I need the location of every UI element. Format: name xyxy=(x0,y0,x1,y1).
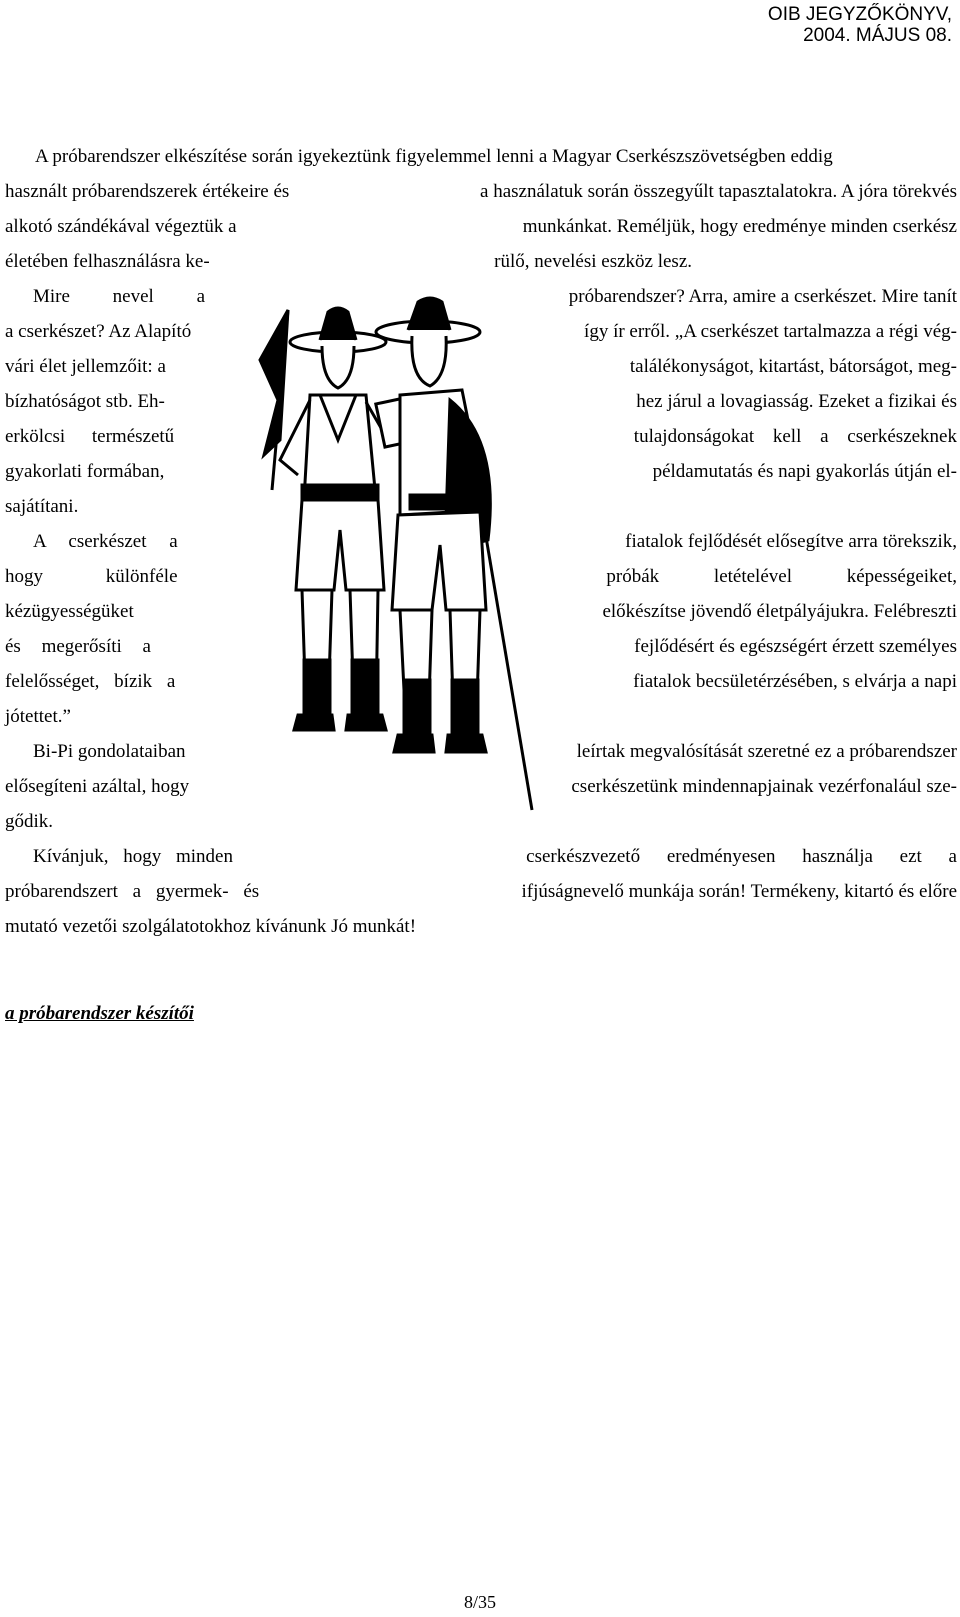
line-left: a cserkészet? Az Alapító xyxy=(5,321,192,342)
line-left: Kívánjuk, hogy minden xyxy=(33,846,233,867)
line-right: ifjúságnevelő munkája során! Termékeny, kitartó és előre xyxy=(521,881,957,902)
line-left: bízhatóságot stb. Eh- xyxy=(5,391,165,412)
line-left: gyakorlati formában, xyxy=(5,461,165,482)
line-left: vári élet jellemzőit: a xyxy=(5,356,166,377)
line-right: rülő, nevelési eszköz lesz. xyxy=(494,251,692,272)
line-left: mutató vezetői szolgálatotokhoz kívánunk Jó munkát! xyxy=(5,916,417,937)
line-left: sajátítani. xyxy=(5,496,79,517)
line-right: így ír erről. „A cserkészet tartalmazza a régi vég- xyxy=(584,321,957,342)
line-right: fiatalok becsületérzésében, s elvárja a napi xyxy=(633,671,957,692)
line-left: A cserkészet a xyxy=(33,531,178,552)
line-right: munkánkat. Reméljük, hogy eredménye minden cserkész xyxy=(522,216,957,237)
document-header xyxy=(768,4,952,46)
line-right: találékonyságot, kitartást, bátorságot, meg- xyxy=(629,356,957,377)
line-left: életében felhasználásra ke- xyxy=(5,251,210,272)
line-right: előkészítse jövendő életpályájukra. Felébreszti xyxy=(602,601,957,622)
line-left: hogy különféle xyxy=(5,566,178,587)
line-left: gődik. xyxy=(5,811,54,832)
line-right: próbarendszer? Arra, amire a cserkészet. Mire tanít xyxy=(568,286,957,307)
line-left: kézügyességüket xyxy=(5,601,134,622)
line-right: a használatuk során összegyűlt tapasztalatokra. A jóra törekvés xyxy=(480,181,957,202)
line-right: hez járul a lovagiasság. Ezeket a fizikai és xyxy=(636,391,957,412)
line-left: és megerősíti a xyxy=(5,636,151,657)
line-left: próbarendszert a gyermek- és xyxy=(5,881,260,902)
line-right: fejlődésért és egészségért érzett személyes xyxy=(634,636,957,657)
line-left: elősegíteni azáltal, hogy xyxy=(5,776,190,797)
scouts-illustration xyxy=(250,290,540,825)
line-left: Bi-Pi gondolataiban xyxy=(33,741,186,762)
line-right: cserkészetünk mindennapjainak vezérfonalául sze- xyxy=(571,776,957,797)
line-right: leírtak megvalósítását szeretné ez a próbarendszer xyxy=(576,741,957,762)
page-number: 8/35 xyxy=(463,1592,496,1612)
line-right: próbák letételével képességeiket, xyxy=(606,566,957,587)
line-right: cserkészvezető eredményesen használja ezt a xyxy=(526,846,957,867)
line-left: alkotó szándékával végeztük a xyxy=(5,216,237,237)
header-title: OIB JEGYZŐKÖNYV, xyxy=(767,4,952,25)
line-right: tulajdonságokat kell a cserkészeknek xyxy=(633,426,957,447)
line-right: fiatalok fejlődését elősegítve arra törekszik, xyxy=(625,531,957,552)
line-right: példamutatás és napi gyakorlás útján el- xyxy=(652,461,957,482)
line-left: felelősséget, bízik a xyxy=(5,671,176,692)
signature: a próbarendszer készítői xyxy=(5,1003,194,1024)
line-left: használt próbarendszerek értékeire és xyxy=(5,181,290,202)
header-date: 2004. MÁJUS 08. xyxy=(803,25,952,46)
line-left: Mire nevel a xyxy=(33,286,206,307)
line-left: erkölcsi természetű xyxy=(5,426,175,447)
line-text: A próbarendszer elkészítése során igyekeztünk figyelemmel lenni a Magyar Cserkészszövetségben eddig xyxy=(35,146,833,167)
line-left: jótettet.” xyxy=(5,706,71,727)
